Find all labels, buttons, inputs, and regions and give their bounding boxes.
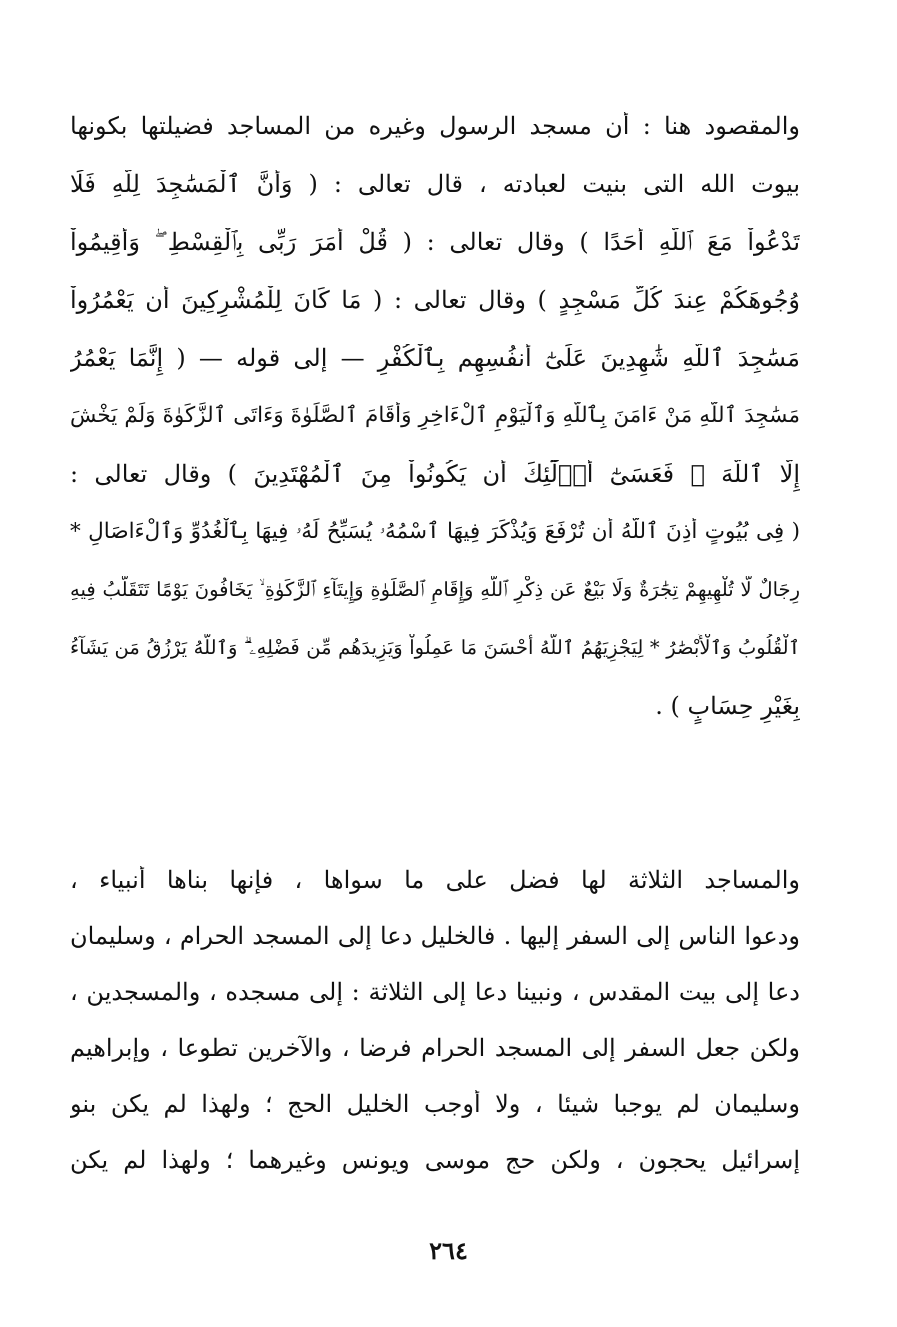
text-line: بِغَيْرِ حِسَابٍ ) . bbox=[655, 692, 800, 720]
text-line: مَسَٰجِدَ ٱللَّهِ شَٰهِدِينَ عَلَىٰٓ أَنفُسِهِم بِٱلْكُفْرِ — إلى قوله — ( إِنَّمَا يَعْمُرُ bbox=[70, 344, 800, 372]
text-line: وسليمان لم يوجبا شيئا ، ولا أوجب الخليل الحج ؛ ولهذا لم يكن بنو bbox=[70, 1090, 800, 1118]
text-line: مَسَٰجِدَ ٱللَّهِ مَنْ ءَامَنَ بِٱللَّهِ وَٱلْيَوْمِ ٱلْءَاخِرِ وَأَقَامَ ٱلصَّلَوٰةَ وَءَاتَى ٱلزَّكَوٰةَ وَلَمْ يَخْشَ bbox=[70, 403, 800, 428]
text-line: إسرائيل يحجون ، ولكن حج موسى ويونس وغيرهما ؛ ولهذا لم يكن bbox=[70, 1146, 800, 1174]
text-line: تَدْعُواْ مَعَ ٱللَّهِ أَحَدًا ) وقال تعالى : ( قُلْ أَمَرَ رَبِّى بِٱلْقِسْطِ ۖ وَأَقِيمُواْ bbox=[70, 228, 800, 256]
text-line: وُجُوهَكُمْ عِندَ كُلِّ مَسْجِدٍ ) وقال تعالى : ( مَا كَانَ لِلْمُشْرِكِينَ أَن يَعْمُرُواْ bbox=[70, 286, 800, 314]
text-line: ودعوا الناس إلى السفر إليها . فالخليل دعا إلى المسجد الحرام ، وسليمان bbox=[70, 922, 800, 950]
paragraph-quran-verses bbox=[70, 112, 800, 750]
text-line: والمساجد الثلاثة لها فضل على ما سواها ، فإنها بناها أنبياء ، bbox=[70, 866, 800, 894]
text-line: إِلَّا ٱللَّهَ ۖ فَعَسَىٰٓ أُو۟لَٰٓئِكَ أَن يَكُونُواْ مِنَ ٱلْمُهْتَدِينَ ) وقال تعالى : bbox=[70, 460, 800, 488]
text-line: بيوت الله التى بنيت لعبادته ، قال تعالى : ( وَأَنَّ ٱلْمَسَٰجِدَ لِلَّهِ فَلَا bbox=[70, 170, 800, 198]
text-line: ( فِى بُيُوتٍ أَذِنَ ٱللَّهُ أَن تُرْفَعَ وَيُذْكَرَ فِيهَا ٱسْمُهُۥ يُسَبِّحُ لَهُۥ فِيهَا بِٱلْغُدُوِّ وَٱلْءَاصَالِ * bbox=[70, 519, 800, 544]
page-number: ٢٦٤ bbox=[429, 1236, 468, 1265]
paragraph-three-mosques bbox=[70, 866, 800, 1202]
text-line: رِجَالٌ لَّا تُلْهِيهِمْ تِجَٰرَةٌ وَلَا بَيْعٌ عَن ذِكْرِ ٱللَّهِ وَإِقَامِ ٱلصَّلَوٰةِ وَإِيتَآءِ ٱلزَّكَوٰةِ ۙ يَخَافُونَ يَوْمًا تَتَقَلَّبُ فِيهِ bbox=[70, 578, 800, 601]
text-line: والمقصود هنا : أن مسجد الرسول وغيره من المساجد فضيلتها بكونها bbox=[70, 112, 800, 140]
text-line: ٱلْقُلُوبُ وَٱلْأَبْصَٰرُ * لِيَجْزِيَهُمُ ٱللَّهُ أَحْسَنَ مَا عَمِلُواْ وَيَزِيدَهُم مِّن فَضْلِهِۦ ۗ وَٱللَّهُ يَرْزُقُ مَن يَشَآءُ bbox=[70, 636, 800, 659]
text-line: ولكن جعل السفر إلى المسجد الحرام فرضا ، والآخرين تطوعا ، وإبراهيم bbox=[70, 1034, 800, 1062]
text-line: دعا إلى بيت المقدس ، ونبينا دعا إلى الثلاثة : إلى مسجده ، والمسجدين ، bbox=[70, 978, 800, 1006]
